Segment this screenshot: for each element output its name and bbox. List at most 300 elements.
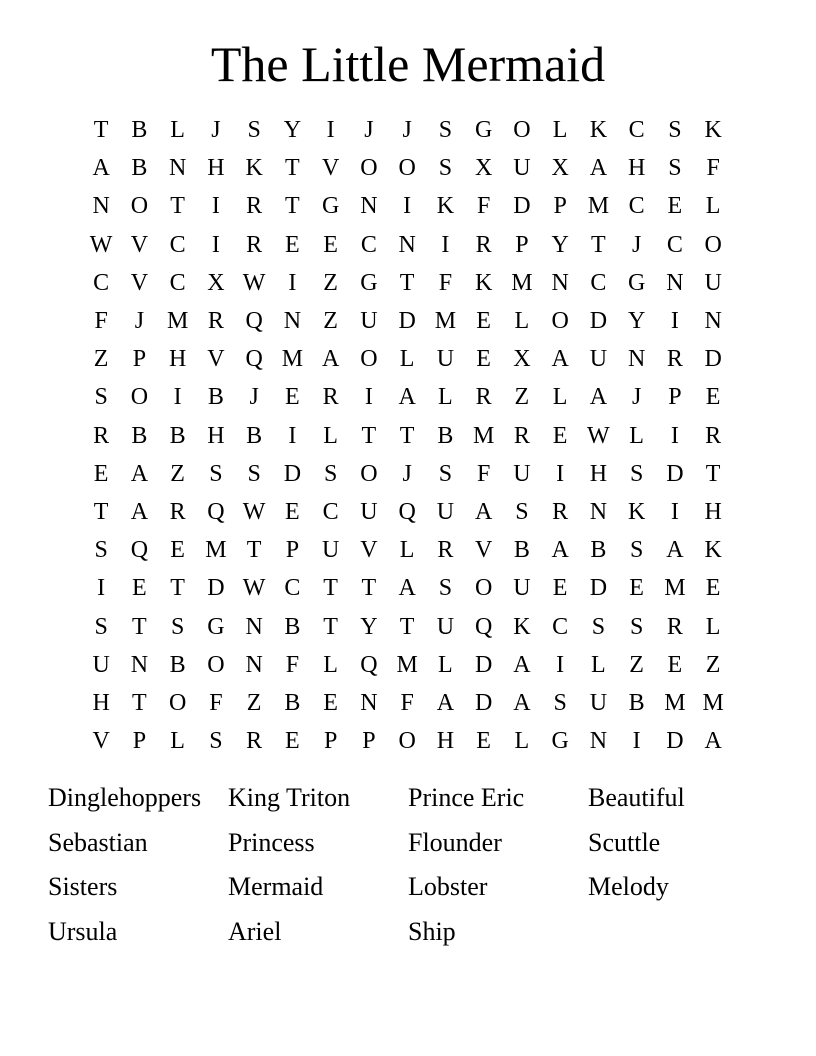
grid-letter[interactable]: C	[360, 231, 377, 258]
grid-letter[interactable]: C	[169, 231, 186, 258]
grid-letter[interactable]: N	[589, 498, 608, 525]
grid-letter[interactable]: F	[438, 269, 453, 296]
grid-letter[interactable]: D	[474, 689, 493, 716]
grid-letter[interactable]: N	[398, 231, 416, 258]
grid-letter[interactable]: C	[552, 613, 569, 640]
grid-letter[interactable]: T	[399, 269, 415, 296]
grid-letter[interactable]: N	[589, 728, 608, 755]
grid-letter[interactable]: T	[399, 613, 415, 640]
grid-letter[interactable]: L	[591, 651, 606, 678]
grid-letter[interactable]: M	[434, 308, 457, 335]
word-list-item: Sisters	[48, 872, 118, 902]
grid-letter[interactable]: H	[168, 346, 187, 373]
grid-letter[interactable]: A	[321, 346, 340, 373]
grid-letter[interactable]: Q	[360, 651, 378, 678]
grid-letter[interactable]: U	[436, 498, 455, 525]
grid-letter[interactable]: T	[705, 460, 721, 487]
grid-letter[interactable]: O	[360, 155, 378, 182]
grid-letter[interactable]: S	[438, 460, 453, 487]
grid-letter[interactable]: L	[399, 537, 415, 564]
grid-letter[interactable]: I	[173, 384, 182, 411]
grid-letter[interactable]: E	[285, 231, 300, 258]
grid-letter[interactable]: K	[245, 155, 263, 182]
grid-letter[interactable]: B	[169, 651, 186, 678]
grid-letter[interactable]: W	[242, 269, 266, 296]
grid-letter[interactable]: S	[323, 460, 338, 487]
grid-letter[interactable]: O	[360, 460, 378, 487]
grid-letter[interactable]: T	[132, 689, 147, 716]
grid-letter[interactable]: U	[513, 155, 531, 182]
grid-letter[interactable]: I	[364, 384, 373, 411]
grid-letter[interactable]: I	[632, 728, 641, 755]
grid-letter[interactable]: B	[246, 422, 263, 449]
grid-letter[interactable]: B	[131, 117, 148, 144]
grid-letter[interactable]: Q	[398, 498, 416, 525]
grid-letter[interactable]: E	[476, 728, 491, 755]
grid-letter[interactable]: I	[670, 498, 679, 525]
grid-letter[interactable]: R	[93, 422, 110, 449]
grid-letter[interactable]: Z	[93, 346, 109, 373]
grid-letter[interactable]: I	[670, 308, 679, 335]
grid-letter[interactable]: E	[323, 689, 338, 716]
grid-letter[interactable]: R	[705, 422, 722, 449]
letter-grid	[82, 111, 732, 760]
word-list-item: Prince Eric	[408, 783, 525, 812]
grid-letter[interactable]: A	[513, 651, 531, 678]
grid-letter[interactable]: V	[92, 728, 110, 755]
grid-letter[interactable]: S	[668, 155, 682, 182]
grid-letter[interactable]: A	[589, 155, 608, 182]
grid-letter[interactable]: I	[403, 193, 412, 220]
grid-letter[interactable]: O	[130, 384, 149, 411]
grid-letter[interactable]: N	[283, 308, 302, 335]
grid-letter[interactable]: N	[666, 269, 684, 296]
grid-letter[interactable]: V	[321, 155, 340, 182]
grid-letter[interactable]: A	[704, 728, 722, 755]
grid-letter[interactable]: P	[553, 193, 567, 220]
grid-letter[interactable]: K	[436, 193, 455, 220]
grid-letter[interactable]: L	[514, 308, 530, 335]
grid-letter[interactable]: Z	[514, 384, 530, 411]
grid-letter[interactable]: S	[591, 613, 606, 640]
grid-letter[interactable]: O	[360, 346, 378, 373]
grid-letter[interactable]: U	[589, 689, 608, 716]
grid-letter[interactable]: L	[705, 193, 721, 220]
grid-letter[interactable]: M	[702, 689, 724, 716]
grid-letter[interactable]: Q	[130, 537, 149, 564]
grid-letter[interactable]: B	[131, 422, 148, 449]
grid-letter[interactable]: T	[361, 422, 377, 449]
grid-letter[interactable]: U	[92, 651, 110, 678]
grid-letter[interactable]: T	[170, 193, 185, 220]
grid-letter[interactable]: L	[705, 613, 721, 640]
grid-letter[interactable]: J	[249, 384, 259, 411]
grid-letter[interactable]: O	[207, 651, 225, 678]
grid-letter[interactable]: T	[591, 231, 606, 258]
grid-letter[interactable]: D	[589, 575, 608, 602]
grid-letter[interactable]: E	[705, 384, 721, 411]
grid-letter[interactable]: L	[323, 651, 338, 678]
grid-letter[interactable]: O	[551, 308, 569, 335]
grid-letter[interactable]: I	[556, 460, 565, 487]
grid-letter[interactable]: N	[92, 193, 110, 220]
grid-letter[interactable]: X	[474, 155, 493, 182]
grid-letter[interactable]: J	[402, 460, 412, 487]
grid-letter[interactable]: D	[704, 346, 722, 373]
grid-letter[interactable]: U	[704, 269, 722, 296]
grid-letter[interactable]: W	[89, 231, 113, 258]
grid-letter[interactable]: K	[513, 613, 531, 640]
grid-letter[interactable]: G	[474, 117, 493, 144]
grid-letter[interactable]: N	[245, 651, 263, 678]
grid-letter[interactable]: O	[704, 231, 722, 258]
grid-letter[interactable]: M	[205, 537, 227, 564]
grid-letter[interactable]: I	[670, 422, 679, 449]
grid-letter[interactable]: R	[475, 384, 492, 411]
grid-letter[interactable]: T	[93, 117, 109, 144]
grid-letter[interactable]: F	[94, 308, 108, 335]
grid-letter[interactable]: N	[704, 308, 722, 335]
grid-letter[interactable]: H	[627, 155, 646, 182]
grid-letter[interactable]: Z	[170, 460, 185, 487]
grid-letter[interactable]: G	[551, 728, 569, 755]
grid-letter[interactable]: B	[131, 155, 148, 182]
grid-letter[interactable]: I	[326, 117, 335, 144]
grid-letter[interactable]: C	[322, 498, 339, 525]
grid-letter[interactable]: F	[400, 689, 414, 716]
grid-letter[interactable]: S	[438, 155, 453, 182]
grid-letter[interactable]: S	[247, 460, 261, 487]
grid-letter[interactable]: C	[169, 269, 186, 296]
grid-letter[interactable]: U	[360, 498, 378, 525]
grid-letter[interactable]: I	[441, 231, 450, 258]
grid-letter[interactable]: X	[513, 346, 531, 373]
grid-letter[interactable]: Z	[323, 308, 338, 335]
grid-letter[interactable]: P	[323, 728, 338, 755]
grid-letter[interactable]: D	[589, 308, 608, 335]
grid-letter[interactable]: T	[285, 155, 300, 182]
word-list-item: Princess	[228, 827, 315, 857]
grid-letter[interactable]: T	[323, 613, 338, 640]
grid-letter[interactable]: T	[323, 575, 338, 602]
grid-letter[interactable]: E	[170, 537, 185, 564]
grid-letter[interactable]: L	[438, 651, 453, 678]
grid-letter[interactable]: S	[668, 117, 682, 144]
grid-letter[interactable]: X	[207, 269, 225, 296]
grid-letter[interactable]: A	[589, 384, 608, 411]
grid-letter[interactable]: M	[511, 269, 533, 296]
grid-letter[interactable]: G	[321, 193, 340, 220]
grid-letter[interactable]: Y	[551, 231, 569, 258]
grid-letter[interactable]: O	[168, 689, 187, 716]
grid-letter[interactable]: M	[472, 422, 495, 449]
grid-letter[interactable]: E	[285, 728, 300, 755]
grid-letter[interactable]: K	[627, 498, 646, 525]
grid-letter[interactable]: L	[514, 728, 530, 755]
grid-letter[interactable]: N	[130, 651, 149, 678]
grid-letter[interactable]: H	[704, 498, 722, 525]
grid-letter[interactable]: S	[438, 575, 453, 602]
grid-letter[interactable]: O	[474, 575, 493, 602]
grid-letter[interactable]: P	[515, 231, 529, 258]
grid-letter[interactable]: Q	[245, 308, 263, 335]
grid-letter[interactable]: R	[246, 231, 263, 258]
grid-letter[interactable]: J	[211, 117, 221, 144]
grid-letter[interactable]: S	[629, 537, 644, 564]
grid-letter[interactable]: A	[513, 689, 531, 716]
grid-letter[interactable]: I	[211, 193, 220, 220]
grid-letter[interactable]: H	[207, 422, 225, 449]
grid-letter[interactable]: P	[132, 346, 147, 373]
grid-letter[interactable]: A	[551, 346, 569, 373]
grid-letter[interactable]: S	[94, 537, 108, 564]
grid-letter[interactable]: O	[398, 728, 416, 755]
grid-letter[interactable]: R	[169, 498, 186, 525]
grid-letter[interactable]: R	[207, 308, 224, 335]
grid-letter[interactable]: R	[246, 728, 263, 755]
grid-letter[interactable]: N	[245, 613, 263, 640]
grid-letter[interactable]: C	[666, 231, 683, 258]
grid-letter[interactable]: T	[246, 537, 262, 564]
grid-letter[interactable]: I	[288, 269, 297, 296]
grid-letter[interactable]: G	[360, 269, 378, 296]
grid-letter[interactable]: U	[513, 460, 531, 487]
grid-letter[interactable]: N	[360, 689, 378, 716]
grid-letter[interactable]: T	[399, 422, 415, 449]
grid-letter[interactable]: P	[362, 728, 376, 755]
grid-letter[interactable]: K	[589, 117, 608, 144]
grid-letter[interactable]: A	[130, 460, 149, 487]
grid-letter[interactable]: D	[283, 460, 302, 487]
grid-letter[interactable]: E	[552, 422, 568, 449]
grid-letter[interactable]: S	[438, 117, 453, 144]
grid-letter[interactable]: P	[668, 384, 682, 411]
grid-letter[interactable]: F	[209, 689, 223, 716]
grid-letter[interactable]: B	[513, 537, 530, 564]
grid-letter[interactable]: Q	[474, 613, 493, 640]
grid-letter[interactable]: E	[552, 575, 568, 602]
grid-letter[interactable]: T	[361, 575, 377, 602]
grid-letter[interactable]: V	[130, 269, 149, 296]
grid-letter[interactable]: A	[398, 384, 416, 411]
grid-letter[interactable]: L	[323, 422, 338, 449]
grid-letter[interactable]: M	[281, 346, 304, 373]
word-list-item: Dinglehoppers	[48, 783, 202, 812]
word-list-item: Ship	[408, 917, 456, 947]
grid-letter[interactable]: Q	[207, 498, 225, 525]
grid-letter[interactable]: H	[92, 689, 110, 716]
grid-letter[interactable]: D	[513, 193, 531, 220]
grid-letter[interactable]: L	[170, 728, 185, 755]
grid-letter[interactable]: E	[667, 651, 683, 678]
grid-letter[interactable]: F	[285, 651, 300, 678]
grid-letter[interactable]: E	[476, 308, 491, 335]
grid-letter[interactable]: E	[93, 460, 109, 487]
grid-letter[interactable]: A	[666, 537, 684, 564]
grid-letter[interactable]: P	[285, 537, 300, 564]
grid-letter[interactable]: K	[704, 117, 722, 144]
grid-letter[interactable]: G	[207, 613, 225, 640]
word-list-item: Flounder	[408, 827, 502, 857]
grid-letter[interactable]: C	[93, 269, 110, 296]
grid-letter[interactable]: I	[97, 575, 106, 602]
grid-letter[interactable]: S	[515, 498, 529, 525]
grid-letter[interactable]: S	[94, 384, 108, 411]
grid-letter[interactable]: A	[474, 498, 493, 525]
grid-letter[interactable]: U	[360, 308, 378, 335]
grid-letter[interactable]: R	[322, 384, 339, 411]
grid-letter[interactable]: D	[207, 575, 225, 602]
grid-letter[interactable]: L	[629, 422, 644, 449]
grid-letter[interactable]: I	[556, 651, 565, 678]
grid-letter[interactable]: E	[705, 575, 721, 602]
grid-letter[interactable]: A	[398, 575, 416, 602]
grid-letter[interactable]: M	[664, 689, 686, 716]
grid-letter[interactable]: M	[396, 651, 418, 678]
grid-letter[interactable]: C	[284, 575, 301, 602]
grid-letter[interactable]: A	[92, 155, 110, 182]
grid-letter[interactable]: Y	[283, 117, 302, 144]
grid-letter[interactable]: L	[552, 117, 568, 144]
grid-letter[interactable]: S	[94, 613, 108, 640]
grid-letter[interactable]: F	[706, 155, 720, 182]
grid-letter[interactable]: V	[130, 231, 149, 258]
grid-letter[interactable]: E	[285, 498, 300, 525]
grid-letter[interactable]: V	[207, 346, 225, 373]
grid-letter[interactable]: S	[629, 613, 644, 640]
grid-letter[interactable]: C	[628, 117, 645, 144]
grid-letter[interactable]: E	[323, 231, 338, 258]
grid-letter[interactable]: D	[666, 728, 684, 755]
grid-letter[interactable]: N	[168, 155, 187, 182]
grid-letter[interactable]: C	[628, 193, 645, 220]
grid-letter[interactable]: Z	[629, 651, 644, 678]
grid-letter[interactable]: A	[130, 498, 149, 525]
grid-letter[interactable]: W	[242, 498, 266, 525]
grid-letter[interactable]: K	[704, 537, 722, 564]
grid-letter[interactable]: I	[288, 422, 297, 449]
grid-letter[interactable]: J	[402, 117, 412, 144]
grid-letter[interactable]: M	[664, 575, 686, 602]
grid-letter[interactable]: T	[132, 613, 147, 640]
grid-letter[interactable]: S	[553, 689, 567, 716]
grid-letter[interactable]: K	[474, 269, 493, 296]
grid-letter[interactable]: T	[285, 193, 300, 220]
grid-letter[interactable]: J	[631, 384, 642, 411]
grid-letter[interactable]: B	[207, 384, 224, 411]
word-list-item: King Triton	[228, 783, 351, 812]
grid-letter[interactable]: Z	[323, 269, 338, 296]
grid-letter[interactable]: E	[629, 575, 644, 602]
grid-letter[interactable]: P	[132, 728, 147, 755]
grid-letter[interactable]: H	[436, 728, 455, 755]
grid-letter[interactable]: H	[589, 460, 608, 487]
grid-letter[interactable]: D	[474, 651, 493, 678]
grid-letter[interactable]: N	[551, 269, 569, 296]
grid-letter[interactable]: N	[627, 346, 646, 373]
grid-letter[interactable]: A	[551, 537, 569, 564]
grid-letter[interactable]: U	[436, 613, 455, 640]
grid-letter[interactable]: G	[627, 269, 646, 296]
grid-letter[interactable]: M	[587, 193, 610, 220]
grid-letter[interactable]: L	[552, 384, 568, 411]
grid-letter[interactable]: A	[436, 689, 455, 716]
grid-letter[interactable]: U	[436, 346, 455, 373]
grid-letter[interactable]: S	[209, 728, 223, 755]
grid-letter[interactable]: B	[284, 613, 301, 640]
grid-letter[interactable]: J	[134, 308, 145, 335]
grid-letter[interactable]: R	[437, 537, 454, 564]
grid-letter[interactable]: Z	[246, 689, 262, 716]
grid-letter[interactable]: T	[93, 498, 109, 525]
grid-letter[interactable]: X	[551, 155, 569, 182]
grid-letter[interactable]: U	[321, 537, 340, 564]
word-list-item: Ursula	[48, 917, 118, 947]
grid-letter[interactable]: S	[247, 117, 261, 144]
grid-letter[interactable]: M	[166, 308, 189, 335]
grid-letter[interactable]: S	[629, 460, 644, 487]
grid-letter[interactable]: B	[437, 422, 454, 449]
grid-letter[interactable]: O	[130, 193, 149, 220]
grid-letter[interactable]: S	[170, 613, 185, 640]
grid-letter[interactable]: D	[398, 308, 416, 335]
puzzle-title: The Little Mermaid	[210, 36, 606, 92]
grid-letter[interactable]: B	[628, 689, 645, 716]
grid-letter[interactable]: T	[170, 575, 185, 602]
grid-letter[interactable]: L	[399, 346, 415, 373]
grid-letter[interactable]: I	[211, 231, 220, 258]
grid-letter[interactable]: B	[169, 422, 186, 449]
grid-letter[interactable]: J	[631, 231, 642, 258]
grid-letter[interactable]: R	[475, 231, 492, 258]
grid-letter[interactable]: E	[476, 346, 491, 373]
grid-letter[interactable]: U	[589, 346, 608, 373]
grid-letter[interactable]: E	[132, 575, 147, 602]
grid-letter[interactable]: Z	[705, 651, 721, 678]
grid-letter[interactable]: S	[209, 460, 223, 487]
grid-letter[interactable]: J	[364, 117, 374, 144]
grid-letter[interactable]: W	[242, 575, 266, 602]
grid-letter[interactable]: R	[552, 498, 569, 525]
grid-letter[interactable]: F	[476, 193, 491, 220]
grid-letter[interactable]: E	[667, 193, 683, 220]
grid-letter[interactable]: R	[246, 193, 263, 220]
grid-letter[interactable]: F	[476, 460, 491, 487]
grid-letter[interactable]: V	[360, 537, 378, 564]
grid-letter[interactable]: R	[666, 346, 683, 373]
grid-letter[interactable]: H	[207, 155, 225, 182]
grid-letter[interactable]: R	[666, 613, 683, 640]
grid-letter[interactable]: O	[398, 155, 416, 182]
grid-letter[interactable]: B	[590, 537, 607, 564]
grid-letter[interactable]: L	[438, 384, 453, 411]
grid-letter[interactable]: Q	[245, 346, 263, 373]
grid-letter[interactable]: V	[474, 537, 493, 564]
grid-letter[interactable]: N	[360, 193, 378, 220]
grid-letter[interactable]: Y	[627, 308, 646, 335]
grid-letter[interactable]: O	[513, 117, 531, 144]
grid-letter[interactable]: R	[513, 422, 530, 449]
grid-letter[interactable]: D	[666, 460, 684, 487]
grid-letter[interactable]: Y	[360, 613, 378, 640]
grid-letter[interactable]: L	[170, 117, 185, 144]
grid-letter[interactable]: B	[284, 689, 301, 716]
grid-letter[interactable]: U	[513, 575, 531, 602]
grid-letter[interactable]: E	[285, 384, 300, 411]
grid-letter[interactable]: C	[590, 269, 607, 296]
grid-letter[interactable]: W	[587, 422, 610, 449]
word-list-item: Lobster	[408, 872, 488, 902]
